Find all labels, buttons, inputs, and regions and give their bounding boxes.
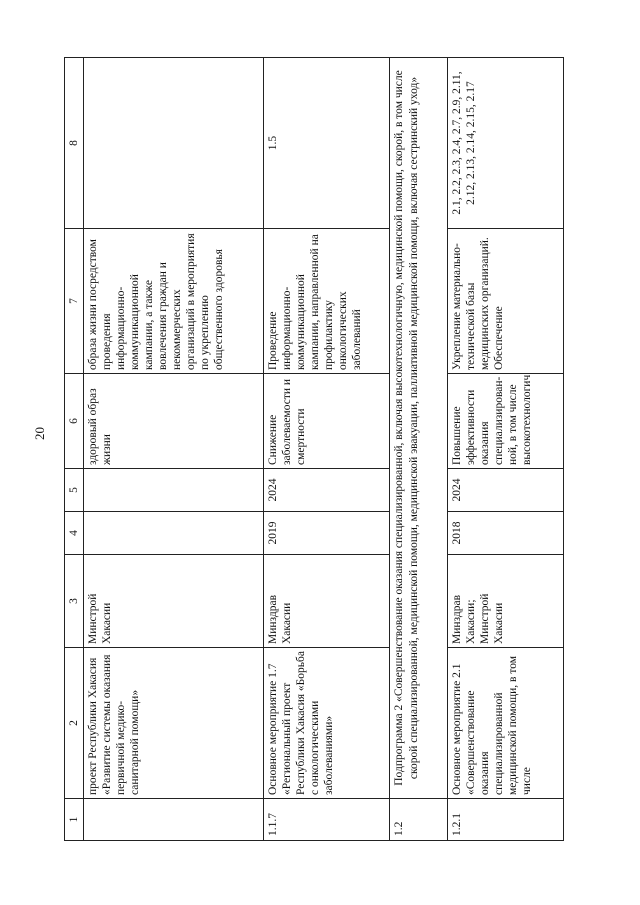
indicator-link bbox=[84, 58, 264, 229]
header-col-2: 2 bbox=[65, 648, 84, 799]
table-row bbox=[264, 58, 390, 841]
end-year: 2024 bbox=[448, 469, 564, 512]
start-year: 2019 bbox=[264, 512, 390, 555]
activity-description: Проведение информационно-коммуникационной кампании, направленной на профилактику онкологических заболеваний bbox=[264, 229, 390, 374]
subprogram-title: Подпрограмма 2 «Совершенствование оказания специализированной, включая высокотехнологичную, медицинской помощи, скорой, в том числе скорой специализированной, медицинской помощи, медицинской эвакуации, паллиативной медицинской помощи, включая сестринский уход» bbox=[390, 58, 448, 799]
expected-result: здоровый образ жизни bbox=[84, 374, 264, 469]
page-number: 20 bbox=[32, 427, 47, 440]
indicator-link: 2.1, 2.2, 2.3, 2.4, 2.7, 2.9, 2.11, 2.12, 2.13, 2.14, 2.15, 2.17 bbox=[448, 58, 564, 229]
expected-result: Снижение заболеваемости и смертности bbox=[264, 374, 390, 469]
header-col-7: 7 bbox=[65, 229, 84, 374]
expected-result: Повышение эффективности оказания специализирован-ной, в том числе высокотехнологич bbox=[448, 374, 564, 469]
header-col-5: 5 bbox=[65, 469, 84, 512]
end-year bbox=[84, 469, 264, 512]
table-row bbox=[84, 58, 264, 841]
activity-name: Основное мероприятие 1.7 «Региональный проект Республики Хакасия «Борьба с онкологическими заболеваниями» bbox=[264, 648, 390, 799]
row-number: 1.1.7 bbox=[264, 799, 390, 841]
header-col-6: 6 bbox=[65, 374, 84, 469]
activity-name: Основное мероприятие 2.1 «Совершенствование оказания специализированной медицинской помощи, в том числе bbox=[448, 648, 564, 799]
end-year: 2024 bbox=[264, 469, 390, 512]
header-col-8: 8 bbox=[65, 58, 84, 229]
responsible-executor: Минстрой Хакасии bbox=[84, 555, 264, 648]
start-year bbox=[84, 512, 264, 555]
start-year: 2018 bbox=[448, 512, 564, 555]
activity-name: проект Республики Хакасия «Развитие системы оказания первичной медико-санитарной помощи» bbox=[84, 648, 264, 799]
responsible-executor: Минздрав Хакасии bbox=[264, 555, 390, 648]
row-number bbox=[84, 799, 264, 841]
header-col-3: 3 bbox=[65, 555, 84, 648]
activity-description: Укрепление материально-технической базы медицинских организаций. Обеспечение bbox=[448, 229, 564, 374]
table-row bbox=[448, 58, 564, 841]
section-row bbox=[390, 58, 448, 841]
indicator-link: 1.5 bbox=[264, 58, 390, 229]
header-col-1: 1 bbox=[65, 799, 84, 841]
row-number: 1.2.1 bbox=[448, 799, 564, 841]
responsible-executor: Минздрав Хакасии; Минстрой Хакасии bbox=[448, 555, 564, 648]
program-table bbox=[64, 57, 564, 841]
header-row bbox=[65, 58, 84, 841]
header-col-4: 4 bbox=[65, 512, 84, 555]
activity-description: образа жизни посредством проведения информационно-коммуникационной кампании, а также вовлечения граждан и некоммерческих организаций в мероприятия по укреплению общественного здоровья bbox=[84, 229, 264, 374]
section-number: 1.2 bbox=[390, 799, 448, 841]
